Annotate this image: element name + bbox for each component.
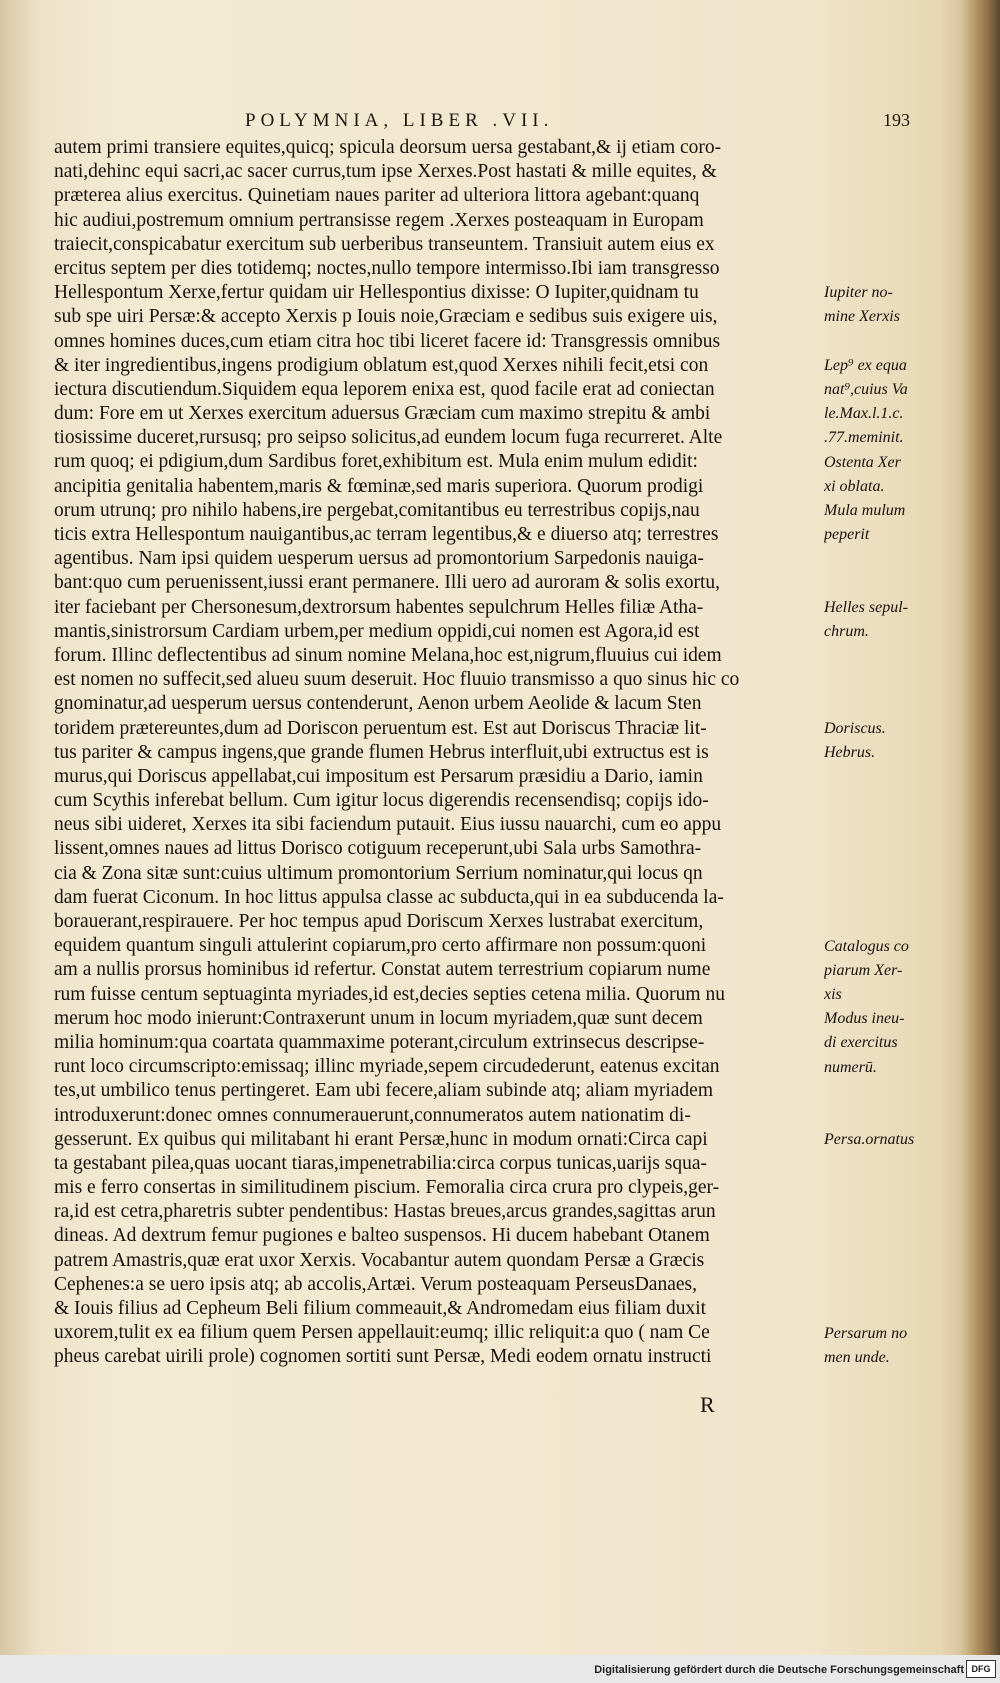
- text-line: omnes homines duces,cum etiam citra hoc tibi liceret facere id: Transgressis omnibus: [54, 330, 721, 352]
- margin-note: Modus ineu-: [824, 1010, 905, 1028]
- text-line: dineas. Ad dextrum femur pugiones e balteo suspensos. Hi ducem habebant Otanem: [54, 1225, 710, 1247]
- text-line: nati,dehinc equi sacri,ac sacer currus,tum ipse Xerxes.Post hastati & mille equites, &: [54, 161, 717, 183]
- margin-note: Helles sepul-: [824, 598, 908, 616]
- text-line: bant:quo cum peruenissent,iussi erant permanere. Illi uero ad auroram & solis exortu,: [54, 572, 721, 594]
- margin-note: Persa.ornatus: [824, 1131, 915, 1149]
- margin-note: Mula mulum: [824, 502, 906, 519]
- text-line: dam fuerat Ciconum. In hoc littus appulsa classe ac subducta,qui in ea subducenda la-: [54, 886, 724, 908]
- text-line: traiecit,conspicabatur exercitum sub uerberibus transeuntem. Transiuit autem eius ex: [54, 233, 715, 255]
- margin-note: .77.meminit.: [824, 429, 904, 447]
- margin-note: peperit: [824, 526, 870, 544]
- text-line: Cephenes:a se uero ipsis atq; ab accolis,Artæi. Verum posteaquam PerseusDanaes,: [54, 1273, 697, 1295]
- text-line: præterea alius exercitus. Quinetiam naues pariter ad ulteriora littora agebant:quanq: [54, 185, 700, 207]
- footer-bar: [0, 1655, 1000, 1683]
- text-line: mantis,sinistrorsum Cardiam urbem,per medium oppidi,cui nomen est Agora,id est: [54, 620, 700, 642]
- text-line: toridem prætereuntes,dum ad Doriscon peruentum est. Est aut Doriscus Thraciæ lit-: [54, 717, 707, 739]
- page-edge: [960, 0, 1000, 1683]
- margin-note: le.Max.l.1.c.: [824, 405, 904, 423]
- margin-note: Doriscus.: [824, 719, 886, 737]
- text-line: orum utrunq; pro nihilo habens,ire pergebat,comitantibus eu terrestribus copijs,nau: [54, 499, 700, 521]
- text-line: sub spe uiri Persæ:& accepto Xerxis p Iouis noie,Græciam e sedibus suis exigere uis,: [54, 306, 718, 328]
- text-line: ercitus septem per dies totidemq; noctes,nullo tempore intermisso.Ibi iam transgresso: [54, 257, 720, 279]
- text-line: ancipitia genitalia habentem,maris & fœminæ,sed maris superiora. Quorum prodigi: [54, 475, 704, 497]
- text-line: tiosissime duceret,rursusq; pro seipso solicitus,ad eundem locum fuga recurreret. Alte: [54, 427, 723, 449]
- text-line: iter faciebant per Chersonesum,dextrorsum habentes sepulchrum Helles filiæ Atha-: [54, 596, 704, 618]
- margin-note: Iupiter no-: [824, 284, 893, 302]
- text-line: tus pariter & campus ingens,que grande flumen Hebrus interfluit,ubi extructus est is: [54, 741, 709, 763]
- text-line: cum Scythis inferebat bellum. Cum igitur locus digerendis recensendisq; copijs ido-: [54, 790, 709, 812]
- margin-note: nat⁹,cuius Va: [824, 381, 908, 398]
- text-line: & iter ingredientibus,ingens prodigium oblatum est,quod Xerxes nihili fecit,etsi con: [54, 354, 709, 376]
- margin-note: Catalogus co: [824, 937, 909, 955]
- margin-note: men unde.: [824, 1349, 890, 1366]
- text-line: cia & Zona sitæ sunt:cuius ultimum promontorium Serrium nominatur,qui locus qn: [54, 862, 703, 884]
- main-text-column: [54, 136, 822, 1370]
- text-line: neus sibi uideret, Xerxes ita sibi faciendum putauit. Eius iussu nauarchi, cum eo appu: [54, 814, 722, 836]
- running-title: POLYMNIA, LIBER .VII.: [245, 110, 554, 131]
- dfg-logo: DFG: [966, 1660, 996, 1678]
- text-line: autem primi transiere equites,quicq; spicula deorsum uersa gestabant,& ij etiam coro-: [54, 137, 722, 158]
- text-line: mis e ferro consertas in similitudinem piscium. Femoralia circa crura pro clypeis,ger-: [54, 1177, 720, 1199]
- text-line: runt loco circumscripto:emissaq; illinc myriade,sepem circudederunt, eatenus excitan: [54, 1056, 720, 1078]
- footer-credit: Digitalisierung gefördert durch die Deutsche Forschungsgemeinschaft: [594, 1664, 964, 1676]
- text-line: rum quoq; ei pdigium,dum Sardibus foret,exhibitum est. Mula enim mulum edidit:: [54, 451, 698, 473]
- text-line: ticis extra Hellespontum nauigantibus,ac terram legentibus,& e diuerso atq; terrestres: [54, 524, 719, 545]
- text-line: & Iouis filius ad Cepheum Beli filium commeauit,& Andromedam eius filiam duxit: [54, 1298, 707, 1319]
- margin-note: Lep⁹ ex equa: [824, 356, 907, 374]
- text-line: ra,id est cetra,pharetris subter pendentibus: Hastas breues,arcus grandes,sagittas arun: [54, 1201, 716, 1223]
- text-line: rum fuisse centum septuaginta myriades,id est,decies septies cetena milia. Quorum nu: [54, 983, 725, 1005]
- margin-note: numerū.: [824, 1058, 877, 1076]
- text-line: dum: Fore em ut Xerxes exercitum aduersus Græciam cum maximo strepitu & ambi: [54, 403, 711, 425]
- text-line: forum. Illinc deflectentibus ad sinum nomine Melana,hoc est,nigrum,fluuius cui idem: [54, 644, 722, 666]
- text-line: tes,ut umbilico tenus pertingeret. Eam ubi fecere,aliam subinde atq; aliam myriadem: [54, 1080, 713, 1102]
- text-line: Hellespontum Xerxe,fertur quidam uir Hellespontius dixisse: O Iupiter,quidnam tu: [54, 282, 699, 304]
- margin-note: Ostenta Xer: [824, 453, 901, 471]
- text-line: am a nullis prorsus hominibus id refertur. Constat autem terrestrium copiarum nume: [54, 959, 711, 981]
- text-line: borauerant,respirauere. Per hoc tempus apud Doriscum Xerxes lustrabat exercitum,: [54, 911, 704, 932]
- margin-note: Persarum no: [824, 1324, 908, 1342]
- text-line: agentibus. Nam ipsi quidem uesperum uersus ad promontorium Sarpedonis nauiga-: [54, 548, 704, 570]
- text-line: introduxerunt:donec omnes connumerauerunt,connumeratos autem nationatim di-: [54, 1104, 691, 1126]
- margin-note: mine Xerxis: [824, 308, 900, 326]
- text-line: equidem quantum singuli attulerint copiarum,pro certo affirmare non possum:quoni: [54, 935, 707, 957]
- text-line: ta gestabant pilea,quas uocant tiaras,impenetrabilia:circa corpus tunicas,uarijs squa-: [54, 1152, 708, 1174]
- text-line: gesserunt. Ex quibus qui militabant hi erant Persæ,hunc in modum ornati:Circa capi: [54, 1128, 708, 1150]
- catchword: R: [700, 1392, 715, 1417]
- text-line: iectura discutiendum.Siquidem equa leporem enixa est, quod facile erat ad coniectan: [54, 378, 715, 400]
- text-line: pheus carebat uirili prole) cognomen sortiti sunt Persæ, Medi eodem ornatu instructi: [54, 1346, 712, 1368]
- text-line: gnominatur,ad uesperum uersus contenderunt, Aenon urbem Aeolide & lacum Sten: [54, 693, 702, 715]
- margin-note: xis: [824, 986, 842, 1003]
- text-line: est nomen no suffecit,sed alueu suum deseruit. Hoc fluuio transmisso a quo sinus hic co: [54, 669, 740, 691]
- margin-note: di exercitus: [824, 1034, 898, 1052]
- text-line: hic audiui,postremum omnium pertransisse regem .Xerxes posteaquam in Europam: [54, 209, 704, 231]
- text-line: milia hominum:qua coartata quammaxime poterant,circulum extrinsecus descripse-: [54, 1031, 705, 1053]
- margin-note: piarum Xer-: [824, 961, 903, 979]
- text-line: uxorem,tulit ex ea filium quem Persen appellauit:eumq; illic reliquit:a quo ( nam Ce: [54, 1322, 710, 1344]
- text-line: merum hoc modo inierunt:Contraxerunt unum in locum myriadem,quæ sunt decem: [54, 1007, 703, 1029]
- page-number: 193: [883, 110, 910, 130]
- margin-note: Hebrus.: [824, 744, 876, 761]
- text-line: murus,qui Doriscus appellabat,cui impositum est Persarum præsidiu a Dario, iamin: [54, 765, 703, 787]
- text-line: lissent,omnes naues ad littus Dorisco cotiguum receperunt,ubi Sala urbs Samothra-: [54, 838, 702, 860]
- margin-note: chrum.: [824, 623, 869, 640]
- margin-note: xi oblata.: [824, 477, 885, 495]
- text-line: patrem Amastris,quæ erat uxor Xerxis. Vocabantur autem quondam Persæ a Græcis: [54, 1249, 705, 1271]
- running-header: [60, 110, 920, 134]
